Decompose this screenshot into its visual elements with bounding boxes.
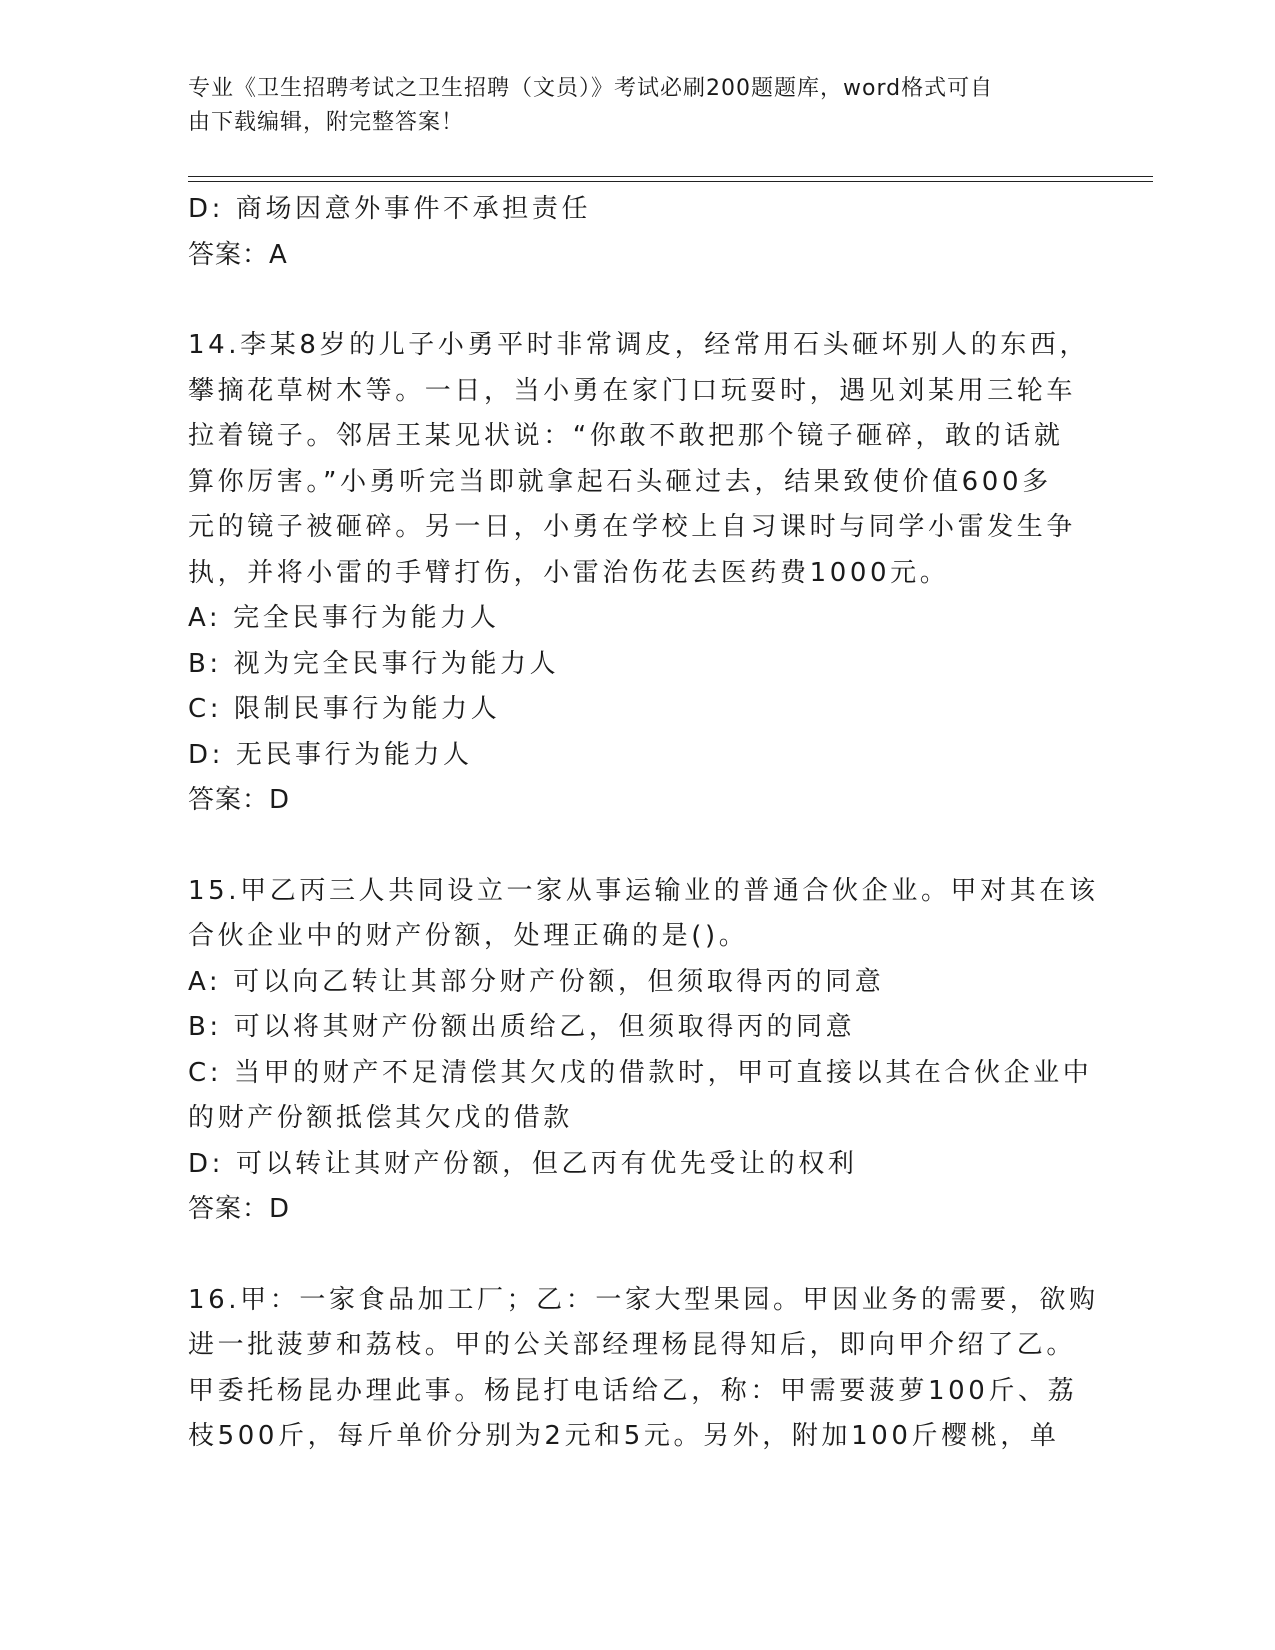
question-stem-line: 枝500斤，每斤单价分别为2元和5元。另外，附加100斤樱桃，单 <box>188 1421 1060 1451</box>
header-line: 专业《卫生招聘考试之卫生招聘（文员）》考试必刷200题题库，word格式可自 <box>188 76 994 101</box>
spacer <box>188 824 1078 869</box>
option-c-continued: 的财产份额抵偿其欠戊的借款 <box>188 1103 573 1133</box>
question-15 <box>188 869 1099 1233</box>
option-d: D: 可以转让其财产份额，但乙丙有优先受让的权利 <box>188 1148 858 1179</box>
question-stem-line: 进一批菠萝和荔枝。甲的公关部经理杨昆得知后，即向甲介绍了乙。 <box>188 1330 1077 1360</box>
answer-line: 答案：D <box>188 1194 291 1224</box>
question-13-tail <box>188 187 1078 278</box>
option-c: C: 当甲的财产不足清偿其欠戊的借款时，甲可直接以其在合伙企业中 <box>188 1057 1093 1088</box>
page-header <box>188 72 1068 140</box>
spacer <box>188 278 1078 323</box>
question-16 <box>188 1278 1099 1460</box>
question-14 <box>188 323 1090 824</box>
option-a: A: 可以向乙转让其部分财产份额，但须取得丙的同意 <box>188 966 885 997</box>
question-stem-line: 16.甲：一家食品加工厂；乙：一家大型果园。甲因业务的需要，欲购 <box>188 1284 1099 1315</box>
question-stem-line: 元的镜子被砸碎。另一日，小勇在学校上自习课时与同学小雷发生争 <box>188 512 1077 542</box>
header-divider-thick <box>188 176 1153 177</box>
question-stem-line: 15.甲乙丙三人共同设立一家从事运输业的普通合伙企业。甲对其在该 <box>188 875 1099 906</box>
question-stem-line: 攀摘花草树木等。一日，当小勇在家门口玩耍时，遇见刘某用三轮车 <box>188 375 1077 406</box>
question-stem-line: 合伙企业中的财产份额，处理正确的是()。 <box>188 921 749 951</box>
answer-line: 答案：A <box>188 239 288 270</box>
option-d: D: 商场因意外事件不承担责任 <box>188 194 592 224</box>
spacer <box>188 1233 1078 1278</box>
option-b: B: 视为完全民事行为能力人 <box>188 648 560 679</box>
answer-line: 答案：D <box>188 785 291 815</box>
option-d: D: 无民事行为能力人 <box>188 739 473 770</box>
option-b: B: 可以将其财产份额出质给乙，但须取得丙的同意 <box>188 1012 856 1042</box>
question-stem-line: 14.李某8岁的儿子小勇平时非常调皮，经常用石头砸坏别人的东西， <box>188 330 1090 360</box>
option-c: C: 限制民事行为能力人 <box>188 694 501 724</box>
question-stem-line: 执，并将小雷的手臂打伤，小雷治伤花去医药费1000元。 <box>188 557 950 588</box>
header-line: 由下载编辑，附完整答案！ <box>188 110 465 135</box>
header-divider-thin <box>188 181 1153 182</box>
question-stem-line: 甲委托杨昆办理此事。杨昆打电话给乙，称：甲需要菠萝100斤、荔 <box>188 1375 1078 1406</box>
option-a: A: 完全民事行为能力人 <box>188 603 500 633</box>
question-stem-line: 算你厉害。”小勇听完当即就拿起石头砸过去，结果致使价值600多 <box>188 466 1052 497</box>
document-body <box>188 187 1099 1460</box>
question-stem-line: 拉着镜子。邻居王某见状说：“你敢不敢把那个镜子砸碎，敢的话就 <box>188 421 1064 451</box>
